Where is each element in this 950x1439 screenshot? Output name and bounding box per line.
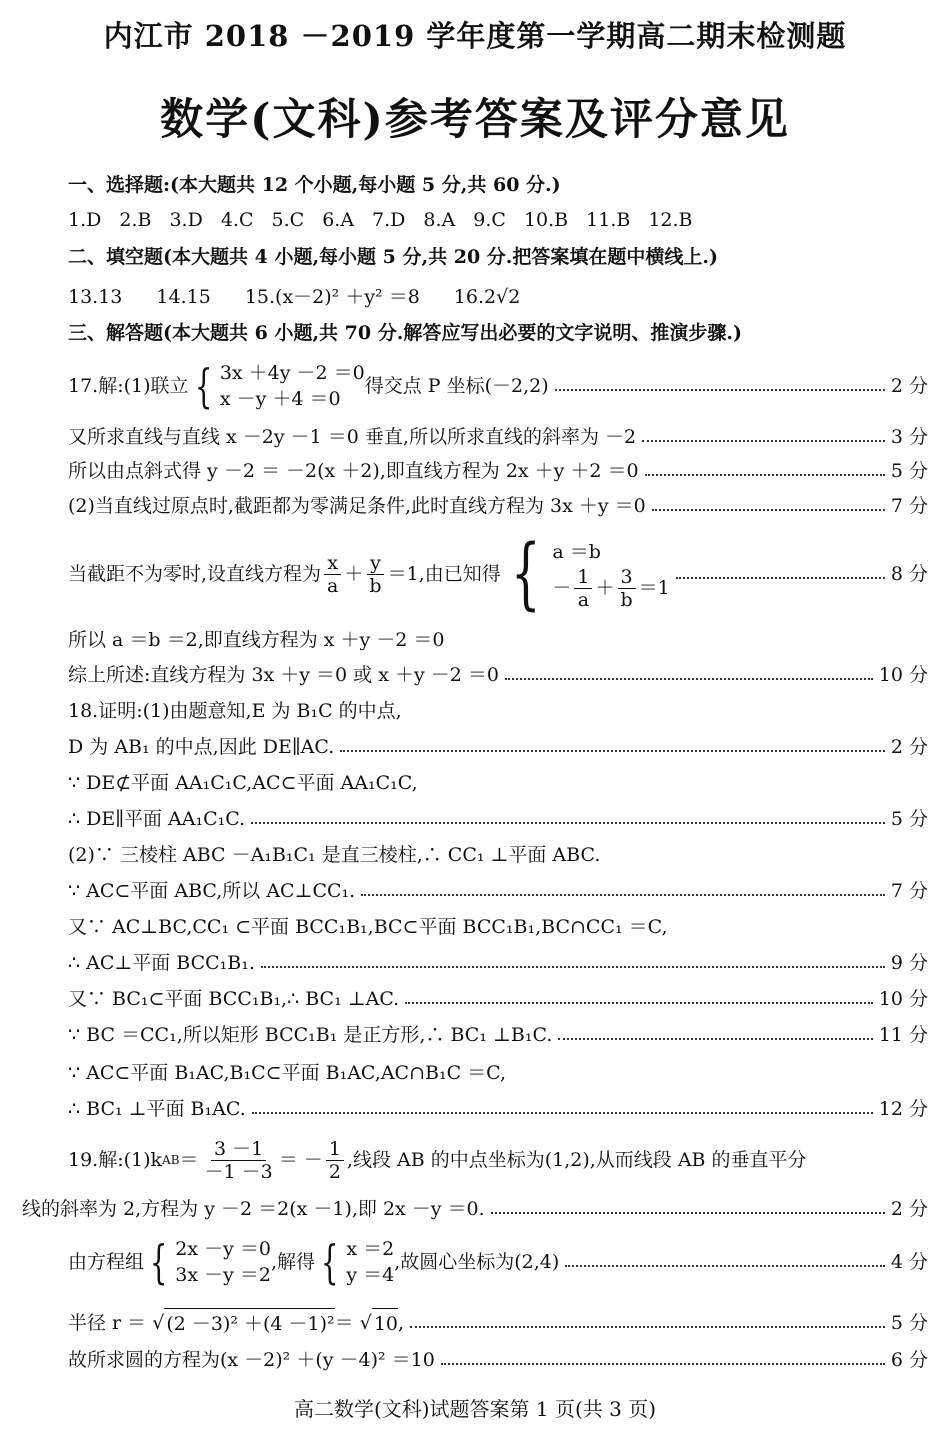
q17-line7 [68,660,928,690]
equation: x ＝2 [346,1238,395,1260]
q18-line11 [68,1058,928,1088]
leader-dots [652,509,885,511]
q17-text: 得交点 P 坐标(－2,2) [364,375,549,397]
score: 4 分 [890,1251,928,1273]
q17-line3 [68,456,928,486]
q19-text: 19.解:(1)k [68,1149,163,1171]
q18-text: ∵ AC⊂平面 ABC,所以 AC⊥CC₁. [68,880,356,902]
equation [552,566,669,611]
q19-line4 [68,1308,928,1338]
q19-text: ＝ √ [334,1312,372,1334]
section1-heading: 一、选择题:(本大题共 12 个小题,每小题 5 分,共 60 分.) [68,174,561,196]
leader-dots [261,966,885,968]
q19-text: 由方程组 [68,1251,145,1273]
q19-line3 [68,1234,928,1290]
page-footer: 高二数学(文科)试题答案第 1 页(共 3 页) [293,1397,657,1421]
q17-line2 [68,422,928,452]
q18-line9 [68,984,928,1014]
q17-text: 综上所述:直线方程为 3x ＋y ＝0 或 x ＋y －2 ＝0 [68,664,499,686]
numerator: y [367,552,384,575]
q18-text: ∵ BC ＝CC₁,所以矩形 BCC₁B₁ 是正方形,∴ BC₁ ⊥B₁C. [68,1024,553,1046]
denominator: b [620,588,633,611]
leader-dots [555,389,885,391]
q19-line1 [68,1134,928,1186]
choice-answer: 2.B [119,209,152,231]
q19-text: ,故圆心坐标为(2,4) [394,1251,560,1273]
choice-answer: 8.A [423,209,456,231]
operator: ＋ [595,577,615,599]
score: 6 分 [890,1349,928,1371]
brace-symbol: { [149,1235,168,1289]
section2-heading: 二、填空题(本大题共 4 小题,每小题 5 分,共 20 分.把答案填在题中横线上.) [68,246,719,268]
q18-line5 [68,840,928,870]
leader-dots [252,1112,873,1114]
q18-line12 [68,1094,928,1124]
q18-line1 [68,696,928,726]
score: 7 分 [890,880,928,902]
q18-text: (2)∵ 三棱柱 ABC －A₁B₁C₁ 是直三棱柱,∴ CC₁ ⊥平面 ABC. [68,844,601,866]
leader-dots [441,1363,885,1365]
fraction [366,552,384,597]
numerator: 1 [574,566,592,589]
q18-text: ∵ DE⊄平面 AA₁C₁C,AC⊂平面 AA₁C₁C, [68,772,418,794]
q17-line5 [68,530,928,618]
document-title: 数学(文科)参考答案及评分意见 [160,95,790,145]
fill-answers [68,282,928,312]
equation-system [315,1236,394,1288]
score: 11 分 [878,1024,928,1046]
numerator: 3 －1 [211,1138,266,1161]
q17-text: (2)当直线过原点时,截距都为零满足条件,此时直线方程为 3x ＋y ＝0 [68,495,646,517]
fill-answer: 16.2√2 [453,286,521,308]
score: 3 分 [890,426,928,448]
numerator: 3 [618,566,636,589]
leader-dots [565,1265,885,1267]
choice-answer: 4.C [220,209,254,231]
numerator: x [324,552,341,575]
q17-text: ＝1,由已知得 [387,563,501,585]
q18-text: 又∵ AC⊥BC,CC₁ ⊂平面 BCC₁B₁,BC⊂平面 BCC₁B₁,BC∩CC₁ ＝C, [68,916,668,938]
leader-dots [558,1038,872,1040]
equation: 3x ＋4y －2 ＝0 [219,362,365,384]
leader-dots [361,894,885,896]
score: 12 分 [878,1098,928,1120]
q17-text: 所以 a ＝b ＝2,即直线方程为 x ＋y －2 ＝0 [68,629,445,651]
leader-dots [491,1212,885,1214]
leader-dots [505,678,873,680]
score: 2 分 [890,736,928,758]
equation-system [189,360,365,412]
choice-answer: 9.C [473,209,506,231]
operator: ＝ [179,1149,199,1171]
radicand: 10 [372,1308,398,1339]
choice-answer: 12.B [648,209,693,231]
subscript: AB [162,1153,180,1167]
brace-symbol: { [320,1235,339,1289]
score: 10 分 [878,664,928,686]
q18-text: ∴ AC⊥平面 BCC₁B₁. [68,952,255,974]
fraction [326,1138,344,1183]
fraction [617,566,635,611]
score: 7 分 [890,495,928,517]
leader-dots [676,577,885,579]
q19-text: 半径 r ＝ √ [68,1312,165,1334]
choice-answer: 11.B [586,209,631,231]
q18-line4 [68,804,928,834]
q17-text: 17.解:(1)联立 [68,375,189,397]
equation: 3x －y ＝2 [175,1264,272,1286]
equation-system [501,529,670,619]
fraction [202,1138,276,1183]
leader-dots [642,440,885,442]
equation-system [144,1236,271,1288]
q18-text: 18.证明:(1)由题意知,E 为 B₁C 的中点, [68,700,402,722]
score: 9 分 [890,952,928,974]
brace-symbol: { [510,529,541,619]
numerator: 1 [326,1138,344,1161]
q17-line4 [68,491,928,521]
q18-text: 又∵ BC₁⊂平面 BCC₁B₁,∴ BC₁ ⊥AC. [68,988,400,1010]
q19-line2 [22,1194,928,1224]
q18-line3 [68,768,928,798]
score: 5 分 [890,1312,928,1334]
score: 8 分 [890,563,928,585]
denominator: b [369,574,382,597]
leader-dots [340,750,885,752]
leader-dots [405,1002,873,1004]
score: 2 分 [890,375,928,397]
equation: 2x －y ＝0 [175,1238,272,1260]
q18-line7 [68,912,928,942]
fraction [574,566,592,611]
q17-text: 又所求直线与直线 x －2y －1 ＝0 垂直,所以所求直线的斜率为 －2 [68,426,637,448]
score: 5 分 [890,808,928,830]
q19-text: ,解得 [271,1251,316,1273]
score: 2 分 [890,1198,928,1220]
q19-text: 故所求圆的方程为(x －2)² ＋(y －4)² ＝10 [68,1349,435,1371]
denominator: a [327,574,339,597]
equation: x －y ＋4 ＝0 [219,388,341,410]
operator: ＋ [344,563,364,585]
q17-text: 所以由点斜式得 y －2 ＝ －2(x ＋2),即直线方程为 2x ＋y ＋2 ＝0 [68,460,639,482]
score: 5 分 [890,460,928,482]
q19-text: , [398,1312,405,1334]
equation: a ＝b [552,540,601,563]
fraction [324,552,341,597]
q19-text: 线的斜率为 2,方程为 y －2 ＝2(x －1),即 2x －y ＝0. [22,1198,485,1220]
q19-text: ,线段 AB 的中点坐标为(1,2),从而线段 AB 的垂直平分 [346,1149,807,1171]
q18-line6 [68,876,928,906]
choice-answer: 7.D [372,209,406,231]
q17-line1 [68,360,928,412]
fill-answer: 13.13 [68,286,123,308]
q18-text: ∵ AC⊂平面 B₁AC,B₁C⊂平面 B₁AC,AC∩B₁C ＝C, [68,1062,507,1084]
denominator: 2 [328,1160,341,1183]
q19-line5 [68,1345,928,1375]
choice-answer: 3.D [169,209,203,231]
score: 10 分 [878,988,928,1010]
section3-heading: 三、解答题(本大题共 6 小题,共 70 分.解答应写出必要的文字说明、推演步骤.) [68,322,742,344]
equation: y ＝4 [346,1264,395,1286]
choice-answers [68,205,928,235]
choice-answer: 1.D [68,209,102,231]
operator: － [552,577,572,599]
q18-line8 [68,948,928,978]
q18-text: D 为 AB₁ 的中点,因此 DE∥AC. [68,736,335,758]
radicand: (2 －3)² ＋(4 －1)² [164,1308,334,1339]
brace-symbol: { [194,359,212,413]
fill-answer: 15.(x－2)² ＋y² ＝8 [244,286,420,308]
leader-dots [251,822,885,824]
q18-line2 [68,732,928,762]
q17-line6 [68,625,928,655]
leader-dots [645,474,885,476]
choice-answer: 6.A [322,209,355,231]
operator: ＝1 [638,577,670,599]
fill-answer: 14.15 [156,286,211,308]
q17-text: 当截距不为零时,设直线方程为 [68,563,322,585]
denominator: －1 －3 [204,1160,273,1183]
q18-line10 [68,1020,928,1050]
exam-title: 内江市 2018 －2019 学年度第一学期高二期末检测题 [103,19,847,53]
q18-text: ∴ DE∥平面 AA₁C₁C. [68,808,246,830]
q18-text: ∴ BC₁ ⊥平面 B₁AC. [68,1098,246,1120]
choice-answer: 5.C [271,209,305,231]
denominator: a [577,588,590,611]
leader-dots [410,1326,885,1328]
operator: ＝ － [278,1149,323,1171]
choice-answer: 10.B [523,209,569,231]
